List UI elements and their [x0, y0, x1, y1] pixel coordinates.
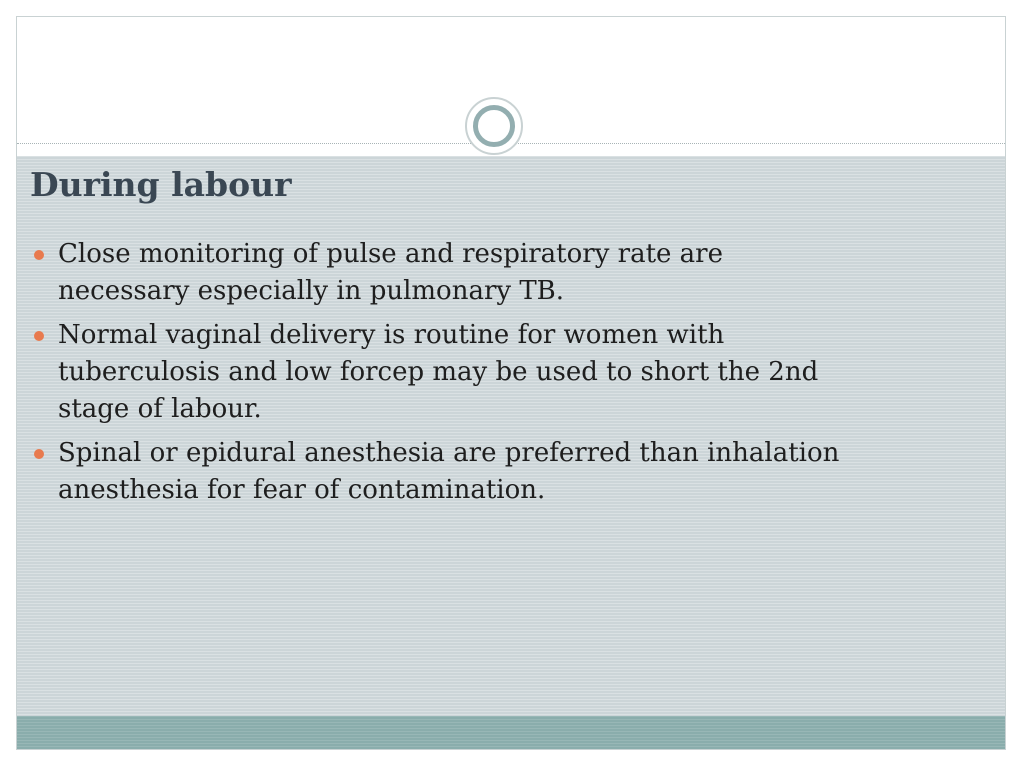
bullet-dot-icon	[34, 449, 44, 459]
circle-ornament-icon	[465, 97, 523, 155]
ornament-ring	[473, 105, 515, 147]
bullet-text: Normal vaginal delivery is routine for women with tuberculosis and low forcep may be used to short the 2nd stage of labour.	[58, 320, 819, 424]
bullet-list	[30, 236, 980, 516]
bullet-item	[30, 236, 980, 310]
bullet-dot-icon	[34, 250, 44, 260]
slide-title: During labour	[30, 165, 292, 204]
bullet-item	[30, 317, 980, 428]
bullet-dot-icon	[34, 331, 44, 341]
slide-footer-bar	[17, 716, 1005, 749]
bullet-text: Spinal or epidural anesthesia are preferred than inhalation anesthesia for fear of contamination.	[58, 438, 840, 505]
bullet-item	[30, 435, 980, 509]
bullet-text: Close monitoring of pulse and respiratory rate are necessary especially in pulmonary TB.	[58, 239, 723, 306]
